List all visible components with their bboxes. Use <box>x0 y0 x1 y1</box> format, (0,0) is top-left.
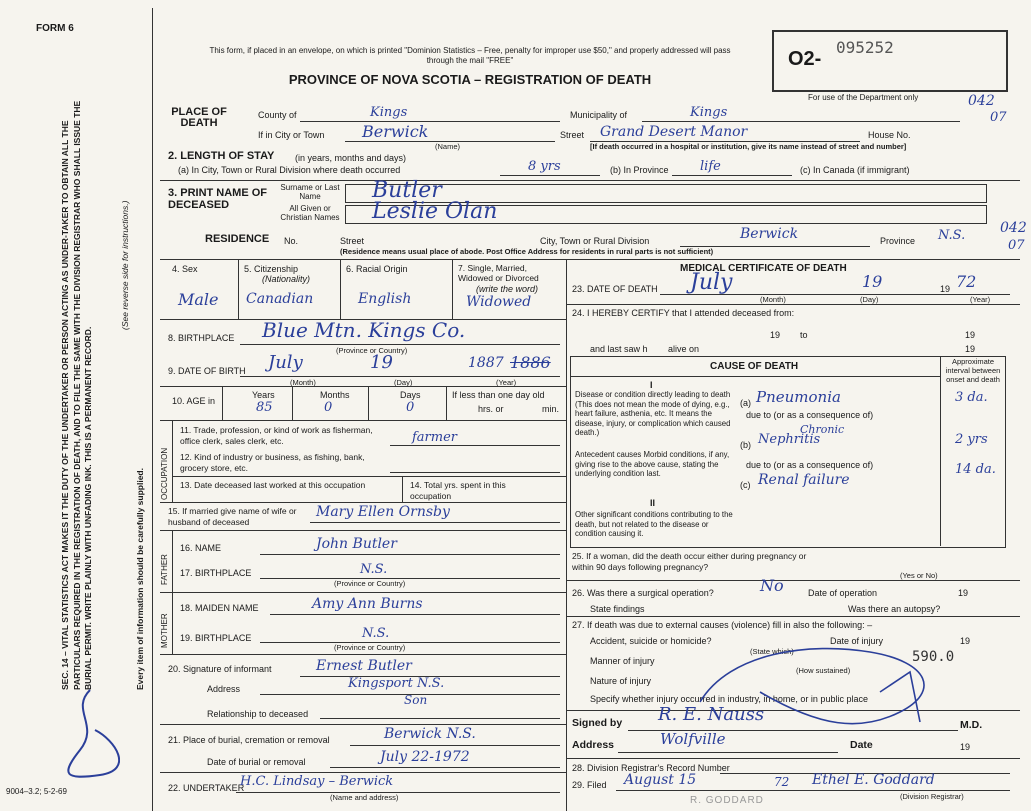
marital-value: Widowed <box>466 294 532 310</box>
dob-struck-year: 1886 <box>510 353 551 372</box>
birthplace-line <box>240 344 560 345</box>
external-causes-label: 27. If death was due to external causes (violence) fill in also the following: – <box>572 620 873 630</box>
birthplace-value: Blue Mtn. Kings Co. <box>262 318 466 342</box>
burial-place-label: 21. Place of burial, cremation or removal <box>168 735 330 745</box>
city-value: Berwick <box>362 122 429 141</box>
attended-to-label: to <box>800 330 808 340</box>
relationship-line <box>320 718 560 719</box>
mother-name-line <box>270 614 560 615</box>
injury-date-label: Date of injury <box>830 636 884 646</box>
last-worked-label: 13. Date deceased last worked at this occupation <box>180 480 366 490</box>
mother-birthplace-value: N.S. <box>362 626 390 641</box>
registration-prefix: O2- <box>788 48 822 70</box>
physician-address-value: Wolfville <box>660 730 726 748</box>
vital-statistics-instruction: SEC. 14 – VITAL STATISTICS ACT MAKES IT THE DUTY OF THE UNDERTAKER OR PERSON ACTING AS UNDER-TAKER TO OBTAIN ALL THE PARTICULARS REQUIRED IN THE REGISTRATION OF DEATH, AND TO FILE THE SAME WITH THE DIVISION REGISTRAR WHO SHALL ISSUE THE BURIAL PERMIT. WRITE PLAINLY WITH UNFADING INK. THIS IS A PERMANENT RECORD. <box>60 100 93 690</box>
dob-year-caption: (Year) <box>496 378 517 387</box>
residence-city-label: City, Town or Rural Division <box>540 236 650 246</box>
attended-from-year: 19 <box>770 330 781 340</box>
alive-on-year: 19 <box>965 344 976 354</box>
spouse-line <box>310 522 560 523</box>
industry-line <box>390 472 560 473</box>
last-saw-label: and last saw h <box>590 344 648 354</box>
industry-label: 12. Kind of industry or business, as fishing, bank, grocery store, etc. <box>180 452 365 473</box>
residence-no-label: No. <box>284 236 299 246</box>
racial-origin-value: English <box>358 291 412 307</box>
occupation-side-label: OCCUPATION <box>160 447 169 500</box>
form-number: FORM 6 <box>36 23 74 34</box>
operation-year: 19 <box>958 588 969 598</box>
less-than-day-label: If less than one day old <box>452 390 545 400</box>
surname-label: Surname or Last Name <box>280 183 340 201</box>
mother-birthplace-label: 19. BIRTHPLACE <box>180 633 252 643</box>
months-value: 0 <box>324 400 333 415</box>
burial-place-line <box>350 745 560 746</box>
alive-on-label: alive on <box>668 344 700 354</box>
antecedent-text: Antecedent causes Morbid conditions, if any, giving rise to the above cause, stating the underlying condition last. <box>575 450 730 478</box>
informant-address-label: Address <box>207 684 241 694</box>
interval-header: Approximate interval between onset and death <box>945 357 1001 384</box>
divider-2 <box>160 259 1020 260</box>
mother-name-label: 18. MAIDEN NAME <box>180 603 259 613</box>
operation-date-label: Date of operation <box>808 588 878 598</box>
divider-r1 <box>566 304 1020 305</box>
mother-name-value: Amy Ann Burns <box>312 596 423 612</box>
cause-c-value: Renal failure <box>758 472 850 488</box>
grid-line <box>172 530 173 592</box>
cause-c-interval: 14 da. <box>955 462 996 477</box>
min-label: min. <box>542 404 560 414</box>
place-of-death-label: PLACE OF DEATH <box>171 106 227 129</box>
stay-b-label: (b) In Province <box>610 165 669 175</box>
father-birthplace-caption: (Province or Country) <box>334 579 406 588</box>
citizenship-label: 5. Citizenship <box>244 264 299 274</box>
dept-code-3: 042 <box>1000 220 1027 236</box>
days-label: Days <box>400 390 421 400</box>
death-year-caption: (Year) <box>970 295 991 304</box>
how-sustained-caption: (How sustained) <box>796 666 851 675</box>
accident-label: Accident, suicide or homicide? <box>590 636 712 646</box>
manner-label: Manner of injury <box>590 656 655 666</box>
certify-label: 24. I HEREBY CERTIFY that I attended deceased from: <box>572 308 795 318</box>
citizenship-sub: (Nationality) <box>262 274 311 284</box>
father-name-value: John Butler <box>316 536 397 552</box>
father-birthplace-line <box>260 578 560 579</box>
filed-year: 72 <box>774 775 790 789</box>
trade-line <box>390 445 560 446</box>
dob-day-caption: (Day) <box>394 378 413 387</box>
cause-a-interval: 3 da. <box>955 390 988 405</box>
house-number-label: House No. <box>868 130 911 140</box>
pregnancy-question: 25. If a woman, did the death occur either during pregnancy or within 90 days following pregnancy? <box>572 551 807 572</box>
undertaker-label: 22. UNDERTAKER <box>168 783 245 793</box>
residence-province-label: Province <box>880 236 916 246</box>
grid-line <box>340 259 341 319</box>
nature-label: Nature of injury <box>590 676 652 686</box>
yes-no-caption: (Yes or No) <box>900 571 938 580</box>
divider-1 <box>160 180 1020 181</box>
county-value: Kings <box>370 105 408 120</box>
dob-line <box>240 376 560 377</box>
dob-month-caption: (Month) <box>290 378 316 387</box>
given-names-label: All Given or Christian Names <box>280 204 340 222</box>
margin-signature <box>60 680 120 790</box>
surname-value: Butler <box>372 178 442 203</box>
citizenship-value: Canadian <box>246 291 314 307</box>
interval-divider <box>940 356 941 546</box>
dob-month: July <box>268 352 303 373</box>
death-month-caption: (Month) <box>760 295 786 304</box>
street-label: Street <box>560 130 585 140</box>
burial-date-label: Date of burial or removal <box>207 757 306 767</box>
physician-signature: R. E. Nauss <box>658 704 765 725</box>
grid-line <box>452 259 453 319</box>
autopsy-label: Was there an autopsy? <box>848 604 941 614</box>
attended-to-year: 19 <box>965 330 976 340</box>
death-date-label: 23. DATE OF DEATH <box>572 284 658 294</box>
burial-date-value: July 22-1972 <box>380 749 470 765</box>
divider-5 <box>160 420 566 421</box>
divider-4 <box>160 386 566 387</box>
dob-label: 9. DATE OF BIRTH <box>168 366 246 376</box>
dept-use-note: For use of the Department only <box>808 93 919 102</box>
registrar-record-label: 28. Division Registrar's Record Number <box>572 763 730 773</box>
years-value: 85 <box>256 400 273 415</box>
divider-6 <box>172 476 566 477</box>
cause-a-label: (a) <box>740 398 751 408</box>
medical-certificate-title: MEDICAL CERTIFICATE OF DEATH <box>680 263 847 274</box>
left-frame-line <box>152 8 153 811</box>
filed-date: August 15 <box>624 772 697 788</box>
mother-birthplace-line <box>260 642 560 643</box>
certificate-year: 19 <box>960 742 971 752</box>
county-line <box>300 121 560 122</box>
years-label: Years <box>252 390 275 400</box>
residence-city-value: Berwick <box>740 226 799 242</box>
registration-number-box <box>772 30 1008 92</box>
stay-c-label: (c) In Canada (if immigrant) <box>800 165 910 175</box>
form-title: PROVINCE OF NOVA SCOTIA – REGISTRATION OF DEATH <box>288 72 652 87</box>
city-label: If in City or Town <box>258 130 325 140</box>
roman-one: I <box>650 380 653 390</box>
birthplace-caption: (Province or Country) <box>336 346 408 355</box>
municipality-line <box>642 121 960 122</box>
divider-7 <box>160 502 566 503</box>
length-of-stay-label: 2. LENGTH OF STAY <box>168 150 275 162</box>
months-label: Months <box>320 390 350 400</box>
grid-line <box>446 386 447 420</box>
cause-b-interval: 2 yrs <box>955 432 988 447</box>
divider-r3 <box>566 616 1020 617</box>
stay-b-line <box>672 175 792 176</box>
surgery-question: 26. Was there a surgical operation? <box>572 588 714 598</box>
dept-code-1: 042 <box>968 93 995 109</box>
stay-a-label: (a) In City, Town or Rural Division where death occurred <box>178 165 401 175</box>
every-item-note: Every item of information should be carefully supplied. <box>135 468 145 690</box>
length-of-stay-desc: (in years, months and days) <box>295 153 407 163</box>
due-to-b: due to (or as a consequence of) <box>746 460 874 470</box>
trade-label: 11. Trade, profession, or kind of work as fisherman, office clerk, sales clerk, etc. <box>180 425 373 446</box>
residence-label: RESIDENCE <box>205 233 270 245</box>
state-which-caption: (State which) <box>750 647 794 656</box>
spouse-value: Mary Ellen Ornsby <box>316 504 450 520</box>
dept-code-2: 07 <box>990 110 1007 125</box>
residence-province-value: N.S. <box>938 228 966 243</box>
md-label: M.D. <box>960 719 983 731</box>
injury-year: 19 <box>960 636 971 646</box>
municipality-label: Municipality of <box>570 110 628 120</box>
father-side-label: FATHER <box>160 554 169 585</box>
hospital-note: [If death occurred in a hospital or institution, give its name instead of street and number] <box>590 142 907 151</box>
divider-r5 <box>566 758 1020 759</box>
due-to-a: due to (or as a consequence of) <box>746 410 874 420</box>
days-value: 0 <box>406 400 415 415</box>
registrar-stamp: R. GODDARD <box>690 795 764 806</box>
center-divider <box>566 259 567 811</box>
reverse-side-note: (See reverse side for instructions.) <box>120 200 130 330</box>
stay-b-value: life <box>700 159 721 174</box>
stay-a-value: 8 yrs <box>528 159 561 174</box>
spouse-label: 15. If married give name of wife or husband of deceased <box>168 506 297 527</box>
county-label: County of <box>258 110 297 120</box>
state-findings-label: State findings <box>590 604 645 614</box>
divider-11 <box>160 724 566 725</box>
registrar-signature: Ethel E. Goddard <box>812 772 935 788</box>
residence-street-label: Street <box>340 236 365 246</box>
street-value: Grand Desert Manor <box>600 124 748 140</box>
racial-origin-label: 6. Racial Origin <box>346 264 408 274</box>
hrs-label: hrs. or <box>478 404 504 414</box>
marital-label: 7. Single, Married, Widowed or Divorced <box>458 263 539 283</box>
other-conditions-text: Other significant conditions contributing to the death, but not related to the disease or condition causing it. <box>575 510 733 538</box>
filed-label: 29. Filed <box>572 780 607 790</box>
sex-value: Male <box>178 290 219 309</box>
grid-line <box>402 476 403 502</box>
roman-two: II <box>650 498 656 508</box>
death-day: 19 <box>862 272 883 291</box>
cause-c-label: (c) <box>740 480 751 490</box>
death-month: July <box>690 270 733 295</box>
grid-line <box>172 592 173 654</box>
sex-label: 4. Sex <box>172 264 198 274</box>
mother-side-label: MOTHER <box>160 613 169 648</box>
cause-a-value: Pneumonia <box>756 388 841 406</box>
divider-8 <box>160 530 566 531</box>
father-name-label: 16. NAME <box>180 543 222 553</box>
informant-signature: Ernest Butler <box>316 658 412 674</box>
death-day-caption: (Day) <box>860 295 879 304</box>
father-name-line <box>260 554 560 555</box>
divider-12 <box>160 772 566 773</box>
grid-line <box>368 386 369 420</box>
undertaker-caption: (Name and address) <box>330 793 399 802</box>
grid-line <box>172 420 173 502</box>
cause-header-line <box>570 376 940 377</box>
birthplace-label: 8. BIRTHPLACE <box>168 333 235 343</box>
total-years-label: 14. Total yrs. spent in this occupation <box>410 480 506 501</box>
dob-year: 1887 <box>468 355 504 371</box>
surgery-value: No <box>760 576 784 595</box>
grid-line <box>222 386 223 420</box>
filed-line <box>616 790 1010 791</box>
address-line <box>618 752 838 753</box>
mother-birthplace-caption: (Province or Country) <box>334 643 406 652</box>
disease-text: Disease or condition directly leading to death (This does not mean the mode of dying, e.g., heart failure, asthenia, etc. It means the disease, injury, or complication which caused death.) <box>575 390 731 437</box>
certificate-date-label: Date <box>850 739 873 751</box>
dob-day: 19 <box>370 352 393 373</box>
municipality-value: Kings <box>690 105 728 120</box>
burial-date-line <box>330 767 560 768</box>
residence-note: (Residence means usual place of abode. Post Office Address for residents in rural parts is not sufficient) <box>340 247 714 256</box>
death-year: 72 <box>956 272 977 291</box>
specify-label: Specify whether injury occurred in industry, in home, or in public place <box>590 694 868 704</box>
divider-r2 <box>566 580 1020 581</box>
informant-address-value: Kingsport N.S. <box>348 676 445 691</box>
death-date-line <box>660 294 1010 295</box>
dept-code-4: 07 <box>1008 238 1025 253</box>
cause-b-label: (b) <box>740 440 751 450</box>
name-caption: (Name) <box>435 142 461 151</box>
physician-address-label: Address <box>572 739 615 751</box>
relationship-label: Relationship to deceased <box>207 709 309 719</box>
relationship-value: Son <box>404 693 428 707</box>
age-label: 10. AGE in <box>172 396 216 406</box>
chronic-note: Chronic <box>800 423 845 436</box>
trade-value: farmer <box>412 430 458 445</box>
stay-a-line <box>500 175 600 176</box>
registration-number: 095252 <box>836 38 894 57</box>
death-year-prefix: 19 <box>940 284 951 294</box>
cause-b-value: Nephritis <box>758 432 821 447</box>
registrar-caption: (Division Registrar) <box>900 792 964 801</box>
mail-notice: This form, if placed in an envelope, on which is printed "Dominion Statistics – Free, penalty for improper use $50," and properly addressed will pass through the mail "FREE" <box>209 46 731 65</box>
undertaker-value: H.C. Lindsay – Berwick <box>240 774 394 789</box>
grid-line <box>292 386 293 420</box>
given-names-value: Leslie Olan <box>372 199 498 224</box>
marital-sub: (write the word) <box>476 284 539 294</box>
father-birthplace-label: 17. BIRTHPLACE <box>180 568 252 578</box>
form-code: 9004–3.2; 5-2-69 <box>6 787 67 796</box>
informant-label: 20. Signature of informant <box>168 664 272 674</box>
cause-of-death-title: CAUSE OF DEATH <box>710 361 799 372</box>
divider-9 <box>160 592 566 593</box>
signed-by-label: Signed by <box>572 717 623 729</box>
burial-place-value: Berwick N.S. <box>384 726 476 742</box>
stamp-code: 590.0 <box>912 649 955 665</box>
deceased-name-label: 3. PRINT NAME OF DECEASED <box>168 187 268 211</box>
grid-line <box>238 259 239 319</box>
divider-10 <box>160 654 566 655</box>
father-birthplace-value: N.S. <box>360 562 388 577</box>
